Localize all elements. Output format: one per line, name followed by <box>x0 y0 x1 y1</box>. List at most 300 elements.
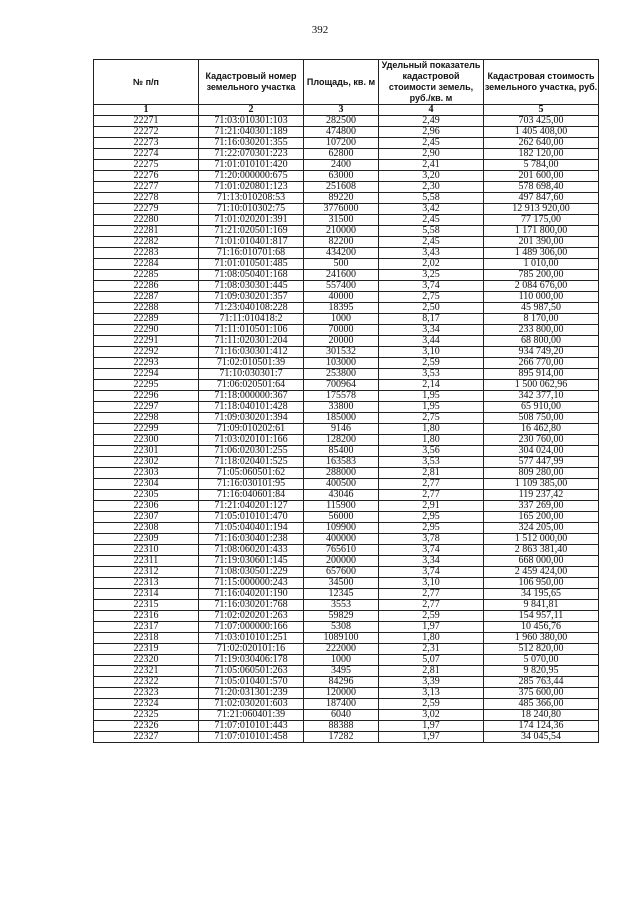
cell-cadastral-value: 10 456,76 <box>484 622 599 633</box>
cell-row-number: 22297 <box>94 402 199 413</box>
cell-cadastral-number: 71:16:040201:190 <box>199 589 304 600</box>
cell-specific-value: 1,95 <box>379 402 484 413</box>
cell-area: 251608 <box>304 182 379 193</box>
cell-cadastral-number: 71:05:040401:194 <box>199 523 304 534</box>
table-header-row <box>94 60 599 105</box>
cell-specific-value: 3,10 <box>379 347 484 358</box>
table-row <box>94 292 599 303</box>
cell-cadastral-number: 71:18:040101:428 <box>199 402 304 413</box>
cell-area: 103000 <box>304 358 379 369</box>
cell-cadastral-value: 285 763,44 <box>484 677 599 688</box>
table-row <box>94 402 599 413</box>
cell-cadastral-number: 71:03:020101:166 <box>199 435 304 446</box>
cell-cadastral-value: 508 750,00 <box>484 413 599 424</box>
table-row <box>94 138 599 149</box>
table-row <box>94 578 599 589</box>
cell-row-number: 22309 <box>94 534 199 545</box>
cell-specific-value: 2,49 <box>379 116 484 127</box>
table-row <box>94 545 599 556</box>
table-row <box>94 501 599 512</box>
cell-row-number: 22274 <box>94 149 199 160</box>
cell-row-number: 22283 <box>94 248 199 259</box>
cell-specific-value: 8,17 <box>379 314 484 325</box>
cell-cadastral-value: 154 957,11 <box>484 611 599 622</box>
cell-cadastral-value: 934 749,20 <box>484 347 599 358</box>
cell-specific-value: 3,53 <box>379 369 484 380</box>
cell-specific-value: 2,81 <box>379 666 484 677</box>
cell-specific-value: 2,59 <box>379 699 484 710</box>
cell-cadastral-number: 71:16:010701:68 <box>199 248 304 259</box>
cell-area: 56000 <box>304 512 379 523</box>
cell-row-number: 22286 <box>94 281 199 292</box>
cell-area: 115900 <box>304 501 379 512</box>
cell-row-number: 22305 <box>94 490 199 501</box>
page-number: 392 <box>311 24 329 36</box>
cell-area: 474800 <box>304 127 379 138</box>
cell-row-number: 22326 <box>94 721 199 732</box>
cell-cadastral-number: 71:07:000000:166 <box>199 622 304 633</box>
cell-cadastral-number: 71:19:030406:178 <box>199 655 304 666</box>
cell-area: 657600 <box>304 567 379 578</box>
cell-specific-value: 5,07 <box>379 655 484 666</box>
cell-specific-value: 3,56 <box>379 446 484 457</box>
table-row <box>94 270 599 281</box>
cell-cadastral-number: 71:05:060501:263 <box>199 666 304 677</box>
table-row <box>94 655 599 666</box>
table-row <box>94 281 599 292</box>
cell-specific-value: 1,95 <box>379 391 484 402</box>
cell-area: 222000 <box>304 644 379 655</box>
cell-cadastral-value: 68 800,00 <box>484 336 599 347</box>
cell-cadastral-number: 71:16:030301:412 <box>199 347 304 358</box>
cell-cadastral-value: 1 109 385,00 <box>484 479 599 490</box>
cell-cadastral-value: 577 447,99 <box>484 457 599 468</box>
cell-area: 2400 <box>304 160 379 171</box>
cell-cadastral-value: 342 377,10 <box>484 391 599 402</box>
cell-row-number: 22294 <box>94 369 199 380</box>
cell-area: 63000 <box>304 171 379 182</box>
cell-area: 59829 <box>304 611 379 622</box>
cell-area: 200000 <box>304 556 379 567</box>
cell-specific-value: 5,58 <box>379 193 484 204</box>
table-row <box>94 303 599 314</box>
cell-area: 20000 <box>304 336 379 347</box>
column-number-row <box>94 105 599 116</box>
cell-specific-value: 2,77 <box>379 600 484 611</box>
cell-cadastral-number: 71:07:010101:458 <box>199 732 304 743</box>
cell-area: 700964 <box>304 380 379 391</box>
cell-area: 6040 <box>304 710 379 721</box>
cell-cadastral-value: 201 600,00 <box>484 171 599 182</box>
cell-specific-value: 1,97 <box>379 721 484 732</box>
cell-cadastral-value: 12 913 920,00 <box>484 204 599 215</box>
cell-cadastral-number: 71:03:010101:251 <box>199 633 304 644</box>
cell-specific-value: 2,45 <box>379 237 484 248</box>
cell-area: 120000 <box>304 688 379 699</box>
cell-cadastral-number: 71:11:010501:106 <box>199 325 304 336</box>
table-row <box>94 149 599 160</box>
cell-specific-value: 3,34 <box>379 556 484 567</box>
cell-cadastral-value: 1 010,00 <box>484 259 599 270</box>
cell-row-number: 22293 <box>94 358 199 369</box>
table-row <box>94 336 599 347</box>
cell-cadastral-number: 71:20:031301:239 <box>199 688 304 699</box>
cell-cadastral-value: 2 863 381,40 <box>484 545 599 556</box>
cell-area: 3495 <box>304 666 379 677</box>
cell-specific-value: 3,74 <box>379 281 484 292</box>
table-row <box>94 556 599 567</box>
cell-area: 33800 <box>304 402 379 413</box>
cell-area: 12345 <box>304 589 379 600</box>
cell-cadastral-value: 9 820,95 <box>484 666 599 677</box>
table-row <box>94 589 599 600</box>
table-row <box>94 369 599 380</box>
cell-cadastral-number: 71:06:020501:64 <box>199 380 304 391</box>
table-row <box>94 446 599 457</box>
cell-specific-value: 2,75 <box>379 413 484 424</box>
table-row <box>94 237 599 248</box>
table-row <box>94 413 599 424</box>
column-number: 2 <box>199 105 304 116</box>
cell-row-number: 22301 <box>94 446 199 457</box>
cell-cadastral-number: 71:22:070301:223 <box>199 149 304 160</box>
column-number: 1 <box>94 105 199 116</box>
cell-specific-value: 2,90 <box>379 149 484 160</box>
table-row <box>94 688 599 699</box>
cell-specific-value: 2,45 <box>379 138 484 149</box>
cell-specific-value: 3,42 <box>379 204 484 215</box>
cell-specific-value: 2,41 <box>379 160 484 171</box>
cell-row-number: 22324 <box>94 699 199 710</box>
cell-area: 282500 <box>304 116 379 127</box>
cell-cadastral-value: 34 195,65 <box>484 589 599 600</box>
cell-row-number: 22310 <box>94 545 199 556</box>
header-cadastral-value: Кадастровая стоимость земельного участка, руб. <box>484 60 599 105</box>
cell-cadastral-number: 71:01:020801:123 <box>199 182 304 193</box>
cell-cadastral-value: 304 024,00 <box>484 446 599 457</box>
cell-cadastral-number: 71:01:010401:817 <box>199 237 304 248</box>
cell-specific-value: 1,80 <box>379 633 484 644</box>
cell-cadastral-value: 5 070,00 <box>484 655 599 666</box>
cell-cadastral-value: 324 205,00 <box>484 523 599 534</box>
cell-specific-value: 1,80 <box>379 435 484 446</box>
cell-cadastral-value: 8 170,00 <box>484 314 599 325</box>
column-number: 5 <box>484 105 599 116</box>
cell-area: 70000 <box>304 325 379 336</box>
cell-row-number: 22298 <box>94 413 199 424</box>
cell-area: 18395 <box>304 303 379 314</box>
cell-row-number: 22272 <box>94 127 199 138</box>
cell-row-number: 22271 <box>94 116 199 127</box>
column-number: 3 <box>304 105 379 116</box>
cell-area: 301532 <box>304 347 379 358</box>
cell-area: 400500 <box>304 479 379 490</box>
header-specific-value: Удельный показатель кадастровой стоимости земель, руб./кв. м <box>379 60 484 105</box>
cell-cadastral-value: 230 760,00 <box>484 435 599 446</box>
cell-cadastral-value: 201 390,00 <box>484 237 599 248</box>
cell-row-number: 22312 <box>94 567 199 578</box>
cell-area: 43046 <box>304 490 379 501</box>
table-row <box>94 435 599 446</box>
cell-area: 557400 <box>304 281 379 292</box>
cell-specific-value: 1,80 <box>379 424 484 435</box>
cell-area: 82200 <box>304 237 379 248</box>
cell-cadastral-value: 65 910,00 <box>484 402 599 413</box>
cell-area: 163583 <box>304 457 379 468</box>
table-row <box>94 534 599 545</box>
table-row <box>94 732 599 743</box>
cell-cadastral-value: 34 045,54 <box>484 732 599 743</box>
cell-cadastral-number: 71:08:030301:445 <box>199 281 304 292</box>
cell-specific-value: 2,31 <box>379 644 484 655</box>
cell-specific-value: 3,13 <box>379 688 484 699</box>
cell-area: 128200 <box>304 435 379 446</box>
table-row <box>94 479 599 490</box>
cell-area: 109900 <box>304 523 379 534</box>
cell-specific-value: 3,10 <box>379 578 484 589</box>
cell-cadastral-number: 71:03:010301:103 <box>199 116 304 127</box>
table-row <box>94 644 599 655</box>
table-row <box>94 633 599 644</box>
table-row <box>94 116 599 127</box>
cell-area: 175578 <box>304 391 379 402</box>
cell-area: 1089100 <box>304 633 379 644</box>
cell-cadastral-value: 233 800,00 <box>484 325 599 336</box>
cell-cadastral-value: 182 120,00 <box>484 149 599 160</box>
cell-row-number: 22295 <box>94 380 199 391</box>
table-row <box>94 468 599 479</box>
cell-cadastral-number: 71:19:030601:145 <box>199 556 304 567</box>
cell-row-number: 22276 <box>94 171 199 182</box>
cell-cadastral-number: 71:11:020301:204 <box>199 336 304 347</box>
cell-row-number: 22316 <box>94 611 199 622</box>
cell-row-number: 22275 <box>94 160 199 171</box>
cell-specific-value: 2,91 <box>379 501 484 512</box>
cell-area: 31500 <box>304 215 379 226</box>
cell-cadastral-value: 119 237,42 <box>484 490 599 501</box>
cell-cadastral-number: 71:16:030201:768 <box>199 600 304 611</box>
cell-specific-value: 2,95 <box>379 523 484 534</box>
cell-specific-value: 2,59 <box>379 611 484 622</box>
cell-row-number: 22300 <box>94 435 199 446</box>
cell-specific-value: 3,20 <box>379 171 484 182</box>
cell-specific-value: 3,74 <box>379 567 484 578</box>
cell-specific-value: 3,25 <box>379 270 484 281</box>
cell-specific-value: 3,34 <box>379 325 484 336</box>
cell-cadastral-number: 71:01:010501:485 <box>199 259 304 270</box>
table-row <box>94 160 599 171</box>
cell-area: 187400 <box>304 699 379 710</box>
cell-area: 9146 <box>304 424 379 435</box>
table-row <box>94 325 599 336</box>
cell-specific-value: 3,53 <box>379 457 484 468</box>
cell-cadastral-value: 1 489 306,00 <box>484 248 599 259</box>
cell-specific-value: 3,02 <box>379 710 484 721</box>
cell-cadastral-number: 71:21:060401:39 <box>199 710 304 721</box>
cell-specific-value: 2,95 <box>379 512 484 523</box>
cell-specific-value: 2,59 <box>379 358 484 369</box>
table-row <box>94 622 599 633</box>
cell-cadastral-value: 375 600,00 <box>484 688 599 699</box>
cell-cadastral-number: 71:20:000000:675 <box>199 171 304 182</box>
cell-row-number: 22284 <box>94 259 199 270</box>
table-row <box>94 490 599 501</box>
cell-cadastral-value: 668 000,00 <box>484 556 599 567</box>
cell-row-number: 22287 <box>94 292 199 303</box>
cadastre-table <box>93 59 599 743</box>
table-row <box>94 248 599 259</box>
cell-cadastral-value: 1 960 380,00 <box>484 633 599 644</box>
cell-area: 17282 <box>304 732 379 743</box>
cell-cadastral-value: 16 462,80 <box>484 424 599 435</box>
cell-cadastral-number: 71:02:020201:263 <box>199 611 304 622</box>
cell-cadastral-number: 71:02:030201:603 <box>199 699 304 710</box>
cell-row-number: 22303 <box>94 468 199 479</box>
table-row <box>94 347 599 358</box>
cell-cadastral-value: 337 269,00 <box>484 501 599 512</box>
cell-cadastral-number: 71:02:010501:39 <box>199 358 304 369</box>
cell-specific-value: 2,45 <box>379 215 484 226</box>
table-row <box>94 193 599 204</box>
table-row <box>94 171 599 182</box>
cell-row-number: 22290 <box>94 325 199 336</box>
cell-specific-value: 2,14 <box>379 380 484 391</box>
table-row <box>94 259 599 270</box>
table-body <box>94 116 599 743</box>
cell-row-number: 22322 <box>94 677 199 688</box>
cell-specific-value: 3,74 <box>379 545 484 556</box>
cell-area: 107200 <box>304 138 379 149</box>
table-row <box>94 611 599 622</box>
cell-row-number: 22282 <box>94 237 199 248</box>
cell-specific-value: 3,44 <box>379 336 484 347</box>
cell-row-number: 22285 <box>94 270 199 281</box>
cell-area: 185000 <box>304 413 379 424</box>
table-row <box>94 358 599 369</box>
cell-row-number: 22315 <box>94 600 199 611</box>
cell-area: 500 <box>304 259 379 270</box>
cell-cadastral-value: 106 950,00 <box>484 578 599 589</box>
cell-row-number: 22313 <box>94 578 199 589</box>
table-row <box>94 710 599 721</box>
cell-cadastral-number: 71:05:010401:570 <box>199 677 304 688</box>
cell-cadastral-value: 578 698,40 <box>484 182 599 193</box>
cell-row-number: 22299 <box>94 424 199 435</box>
cell-cadastral-number: 71:15:000000:243 <box>199 578 304 589</box>
cell-area: 210000 <box>304 226 379 237</box>
table-row <box>94 380 599 391</box>
cell-row-number: 22323 <box>94 688 199 699</box>
table-row <box>94 666 599 677</box>
cell-row-number: 22306 <box>94 501 199 512</box>
cell-cadastral-value: 77 175,00 <box>484 215 599 226</box>
cell-row-number: 22279 <box>94 204 199 215</box>
cell-cadastral-number: 71:18:020401:525 <box>199 457 304 468</box>
cell-specific-value: 1,97 <box>379 732 484 743</box>
cell-area: 34500 <box>304 578 379 589</box>
cell-cadastral-value: 174 124,36 <box>484 721 599 732</box>
cell-cadastral-value: 512 820,00 <box>484 644 599 655</box>
table-row <box>94 314 599 325</box>
cell-cadastral-number: 71:10:030301:7 <box>199 369 304 380</box>
cell-row-number: 22320 <box>94 655 199 666</box>
cell-cadastral-value: 5 784,00 <box>484 160 599 171</box>
table-row <box>94 215 599 226</box>
cell-cadastral-number: 71:16:030101:95 <box>199 479 304 490</box>
cell-cadastral-number: 71:08:060201:433 <box>199 545 304 556</box>
cell-specific-value: 2,81 <box>379 468 484 479</box>
cell-cadastral-number: 71:13:010208:53 <box>199 193 304 204</box>
cell-cadastral-number: 71:09:030201:394 <box>199 413 304 424</box>
cell-row-number: 22304 <box>94 479 199 490</box>
cell-area: 241600 <box>304 270 379 281</box>
table-row <box>94 127 599 138</box>
cell-specific-value: 5,58 <box>379 226 484 237</box>
cell-row-number: 22325 <box>94 710 199 721</box>
cell-row-number: 22277 <box>94 182 199 193</box>
cell-cadastral-number: 71:08:030501:229 <box>199 567 304 578</box>
cell-cadastral-number: 71:21:040301:189 <box>199 127 304 138</box>
cell-row-number: 22302 <box>94 457 199 468</box>
cell-cadastral-value: 1 405 408,00 <box>484 127 599 138</box>
cell-cadastral-number: 71:05:010101:470 <box>199 512 304 523</box>
cell-specific-value: 2,77 <box>379 490 484 501</box>
cell-cadastral-number: 71:21:040201:127 <box>199 501 304 512</box>
cell-cadastral-number: 71:21:020501:169 <box>199 226 304 237</box>
cell-area: 1000 <box>304 655 379 666</box>
cell-cadastral-value: 703 425,00 <box>484 116 599 127</box>
cell-cadastral-value: 2 459 424,00 <box>484 567 599 578</box>
table-row <box>94 600 599 611</box>
cell-specific-value: 2,50 <box>379 303 484 314</box>
cell-row-number: 22327 <box>94 732 199 743</box>
cell-cadastral-value: 165 200,00 <box>484 512 599 523</box>
cell-cadastral-number: 71:16:030401:238 <box>199 534 304 545</box>
cell-specific-value: 2,30 <box>379 182 484 193</box>
cell-row-number: 22317 <box>94 622 199 633</box>
cell-row-number: 22318 <box>94 633 199 644</box>
cell-specific-value: 3,39 <box>379 677 484 688</box>
table-row <box>94 182 599 193</box>
cell-cadastral-number: 71:09:030201:357 <box>199 292 304 303</box>
cell-specific-value: 3,43 <box>379 248 484 259</box>
cell-specific-value: 3,78 <box>379 534 484 545</box>
table-row <box>94 567 599 578</box>
table-row <box>94 391 599 402</box>
cell-area: 400000 <box>304 534 379 545</box>
cell-cadastral-value: 895 914,00 <box>484 369 599 380</box>
cell-cadastral-number: 71:16:030201:355 <box>199 138 304 149</box>
cell-cadastral-number: 71:02:020101:16 <box>199 644 304 655</box>
cell-row-number: 22319 <box>94 644 199 655</box>
cell-row-number: 22273 <box>94 138 199 149</box>
table-row <box>94 523 599 534</box>
cell-area: 85400 <box>304 446 379 457</box>
cell-cadastral-value: 2 084 676,00 <box>484 281 599 292</box>
cell-cadastral-value: 9 841,81 <box>484 600 599 611</box>
header-area: Площадь, кв. м <box>304 60 379 105</box>
cell-row-number: 22308 <box>94 523 199 534</box>
cell-cadastral-value: 1 512 000,00 <box>484 534 599 545</box>
cell-cadastral-value: 1 171 800,00 <box>484 226 599 237</box>
cell-row-number: 22280 <box>94 215 199 226</box>
cell-row-number: 22278 <box>94 193 199 204</box>
cell-cadastral-value: 18 240,80 <box>484 710 599 721</box>
cell-cadastral-number: 71:08:050401:168 <box>199 270 304 281</box>
cell-area: 89220 <box>304 193 379 204</box>
cell-row-number: 22296 <box>94 391 199 402</box>
cell-row-number: 22291 <box>94 336 199 347</box>
